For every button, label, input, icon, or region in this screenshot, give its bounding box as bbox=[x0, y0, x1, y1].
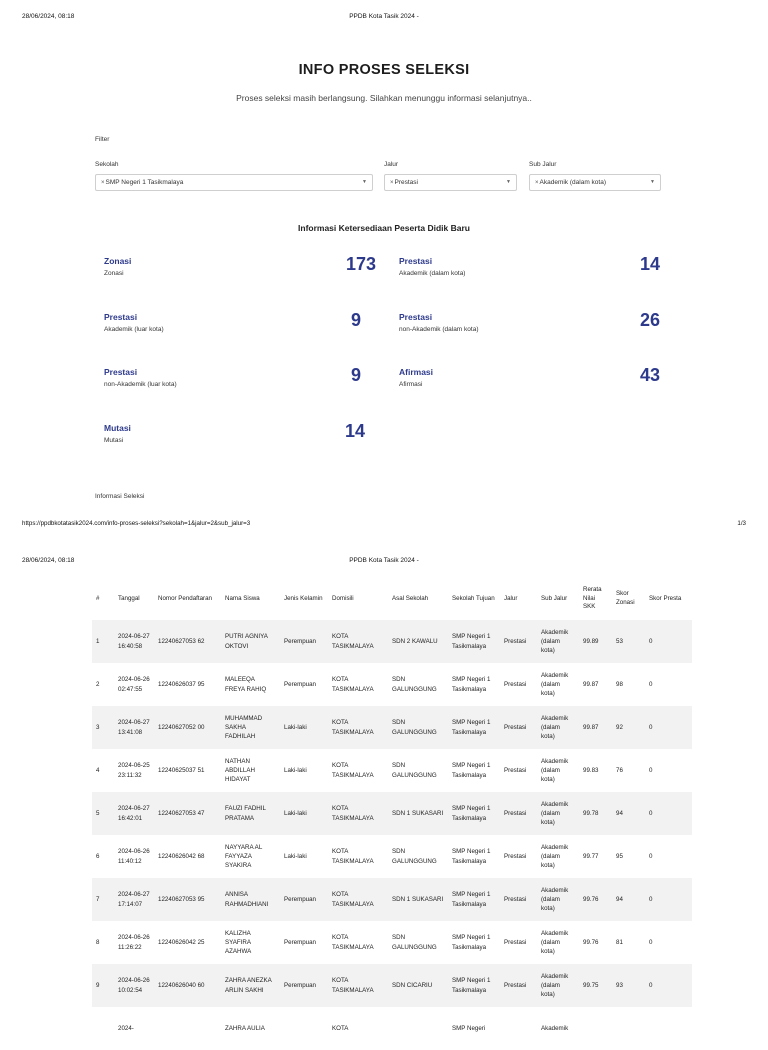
table-cell: Akademik (dalam kota) bbox=[541, 843, 569, 870]
table-cell: Prestasi bbox=[504, 766, 527, 774]
table-cell: Akademik (dalam kota) bbox=[541, 757, 569, 784]
table-cell: 3 bbox=[96, 723, 100, 731]
table-cell: 92 bbox=[616, 723, 623, 731]
print-header bbox=[0, 0, 768, 20]
table-cell: KOTA TASIKMALAYA bbox=[332, 676, 374, 693]
table-cell: Akademik (dalam kota) bbox=[541, 929, 569, 956]
table-row bbox=[92, 835, 692, 878]
print-title: PPDB Kota Tasik 2024 - bbox=[349, 557, 419, 564]
table-cell: SMP Negeri 1 Tasikmalaya bbox=[452, 934, 491, 951]
table-cell: Akademik (dalam kota) bbox=[541, 671, 569, 698]
table-cell: 6 bbox=[96, 852, 100, 860]
table-cell: 94 bbox=[616, 809, 623, 817]
table-cell: Perempuan bbox=[284, 895, 316, 903]
table-cell: 2 bbox=[96, 680, 100, 688]
column-header: Rerata Nilai SKK bbox=[583, 585, 602, 611]
table-cell: 1 bbox=[96, 637, 100, 645]
table-cell: Prestasi bbox=[504, 680, 527, 688]
table-cell: Akademik (dalam kota) bbox=[541, 628, 569, 655]
table-cell: Perempuan bbox=[284, 981, 316, 989]
stat-prestasi-non-akademik-dalam bbox=[399, 312, 660, 352]
jalur-select[interactable] bbox=[384, 174, 517, 191]
stat-count: 14 bbox=[639, 254, 660, 274]
table-cell: 4 bbox=[96, 766, 100, 774]
table-cell: KOTA TASIKMALAYA bbox=[332, 805, 374, 822]
sekolah-label: Sekolah bbox=[95, 161, 119, 168]
column-header: Skor Zonasi bbox=[616, 590, 635, 606]
table-cell: NAYYARA AL FAYYAZA SYAKIRA bbox=[225, 843, 263, 870]
stat-count: 9 bbox=[350, 310, 361, 330]
table-cell: 99.89 bbox=[583, 637, 599, 645]
column-header: Tanggal bbox=[118, 594, 140, 602]
table-cell: Perempuan bbox=[284, 680, 316, 688]
table-cell: 0 bbox=[649, 981, 653, 989]
table-cell: 7 bbox=[96, 895, 100, 903]
table-cell: 98 bbox=[616, 680, 623, 688]
stat-count: 43 bbox=[639, 365, 660, 385]
sub-jalur-label: Sub Jalur bbox=[529, 161, 557, 168]
table-cell: Perempuan bbox=[284, 637, 316, 645]
table-cell: SDN GALUNGGUNG bbox=[392, 719, 437, 736]
table-cell: KOTA TASIKMALAYA bbox=[332, 633, 374, 650]
chevron-down-icon: ▼ bbox=[362, 179, 367, 185]
sub-jalur-select[interactable] bbox=[529, 174, 661, 191]
table-cell: KOTA TASIKMALAYA bbox=[332, 891, 374, 908]
stat-prestasi-non-akademik-luar bbox=[104, 367, 361, 407]
stat-desc: Akademik (luar kota) bbox=[104, 326, 164, 333]
column-header: Skor Presta bbox=[649, 594, 682, 602]
column-header: Domisili bbox=[332, 594, 354, 602]
stat-afirmasi bbox=[399, 367, 660, 407]
print-url: https://ppdbkotatasik2024.com/info-proses-seleksi?sekolah=1&jalur=2&sub_jalur=3 bbox=[22, 520, 251, 527]
stat-name: Mutasi bbox=[104, 423, 131, 433]
clear-icon[interactable]: × bbox=[101, 179, 105, 186]
table-cell: 94 bbox=[616, 895, 623, 903]
print-datetime: 28/06/2024, 08:18 bbox=[22, 557, 75, 564]
table-cell: 8 bbox=[96, 938, 100, 946]
table-cell: 12240627053 47 bbox=[158, 809, 205, 817]
clear-icon[interactable]: × bbox=[390, 179, 394, 186]
table-cell bbox=[579, 1007, 612, 1050]
table-cell bbox=[388, 1007, 448, 1050]
stat-prestasi-akademik-dalam bbox=[399, 256, 660, 296]
table-cell: 99.87 bbox=[583, 680, 599, 688]
table-cell: 76 bbox=[616, 766, 623, 774]
table-cell: Prestasi bbox=[504, 809, 527, 817]
table-cell: 0 bbox=[649, 809, 653, 817]
table-cell: SDN GALUNGGUNG bbox=[392, 848, 437, 865]
column-header: Jalur bbox=[504, 594, 518, 602]
selection-table-container bbox=[92, 578, 682, 1032]
table-cell: 12240626040 60 bbox=[158, 981, 205, 989]
table-cell: 2024-06-26 11:26:22 bbox=[118, 934, 150, 951]
table-cell: FAUZI FADHIL PRATAMA bbox=[225, 805, 266, 822]
table-cell: 12240627052 00 bbox=[158, 723, 205, 731]
table-cell: 99.78 bbox=[583, 809, 599, 817]
table-cell: 99.76 bbox=[583, 895, 599, 903]
stat-name: Zonasi bbox=[104, 256, 132, 266]
table-cell: Akademik bbox=[541, 1024, 569, 1032]
table-cell: 2024-06-26 10:02:54 bbox=[118, 977, 150, 994]
table-cell: SDN GALUNGGUNG bbox=[392, 762, 437, 779]
table-cell: SDN GALUNGGUNG bbox=[392, 676, 437, 693]
stat-zonasi bbox=[104, 256, 376, 296]
table-cell bbox=[154, 1007, 221, 1050]
table-cell: Prestasi bbox=[504, 938, 527, 946]
table-cell: 12240626042 25 bbox=[158, 938, 205, 946]
column-header: Asal Sekolah bbox=[392, 594, 429, 602]
chevron-down-icon: ▼ bbox=[506, 179, 511, 185]
selection-table bbox=[92, 578, 692, 1050]
table-cell: 2024-06-26 02:47:55 bbox=[118, 676, 150, 693]
table-cell: 99.83 bbox=[583, 766, 599, 774]
jalur-label: Jalur bbox=[384, 161, 399, 168]
table-cell: 0 bbox=[649, 637, 653, 645]
table-cell: SDN CICARIU bbox=[392, 981, 433, 989]
table-cell: 81 bbox=[616, 938, 623, 946]
selection-heading: Informasi Seleksi bbox=[95, 493, 145, 500]
column-header: Nama Siswa bbox=[225, 594, 260, 602]
stat-desc: Zonasi bbox=[104, 270, 124, 277]
chevron-down-icon: ▼ bbox=[650, 179, 655, 185]
sekolah-select[interactable] bbox=[95, 174, 373, 191]
table-cell: 12240625037 51 bbox=[158, 766, 205, 774]
table-cell: SMP Negeri 1 Tasikmalaya bbox=[452, 676, 491, 693]
table-cell: 12240627053 62 bbox=[158, 637, 205, 645]
column-header: Sekolah Tujuan bbox=[452, 594, 495, 602]
stat-prestasi-akademik-luar bbox=[104, 312, 361, 352]
table-header-row bbox=[92, 578, 692, 620]
stat-count: 14 bbox=[344, 421, 365, 441]
table-cell: SDN 2 KAWALU bbox=[392, 637, 438, 645]
table-cell: 5 bbox=[96, 809, 100, 817]
table-cell: KOTA TASIKMALAYA bbox=[332, 934, 374, 951]
stat-desc: Mutasi bbox=[104, 437, 124, 444]
table-cell: SMP Negeri 1 Tasikmalaya bbox=[452, 805, 491, 822]
print-title: PPDB Kota Tasik 2024 - bbox=[349, 13, 419, 20]
sekolah-value: SMP Negeri 1 Tasikmalaya bbox=[105, 179, 184, 186]
table-cell: NATHAN ABDILLAH HIDAYAT bbox=[225, 757, 255, 784]
table-cell: 2024-06-25 23:11:32 bbox=[118, 762, 150, 779]
table-cell: 2024-06-27 16:40:58 bbox=[118, 633, 150, 650]
column-header: # bbox=[96, 594, 100, 602]
table-cell: 12240626037 95 bbox=[158, 680, 205, 688]
stat-count: 26 bbox=[639, 310, 660, 330]
table-cell: 12240627053 95 bbox=[158, 895, 205, 903]
table-row bbox=[92, 792, 692, 835]
table-cell: SMP Negeri 1 Tasikmalaya bbox=[452, 719, 491, 736]
table-cell: 95 bbox=[616, 852, 623, 860]
table-cell: 99.75 bbox=[583, 981, 599, 989]
table-cell: SMP Negeri 1 Tasikmalaya bbox=[452, 977, 491, 994]
table-cell: 0 bbox=[649, 895, 653, 903]
table-cell: 93 bbox=[616, 981, 623, 989]
table-cell: 99.76 bbox=[583, 938, 599, 946]
table-cell: ZAHRA AULIA bbox=[225, 1024, 265, 1032]
availability-title: Informasi Ketersediaan Peserta Didik Baru bbox=[298, 223, 470, 233]
stat-desc: non-Akademik (luar kota) bbox=[104, 381, 177, 388]
table-cell: Laki-laki bbox=[284, 809, 307, 817]
table-cell: 9 bbox=[96, 981, 100, 989]
table-cell: SMP Negeri 1 Tasikmalaya bbox=[452, 848, 491, 865]
table-row bbox=[92, 706, 692, 749]
table-cell: SMP Negeri 1 Tasikmalaya bbox=[452, 891, 491, 908]
stat-name: Afirmasi bbox=[399, 367, 434, 377]
table-cell: 2024-06-27 16:42:01 bbox=[118, 805, 150, 822]
column-header: Jenis Kelamin bbox=[284, 594, 323, 602]
table-cell: Akademik (dalam kota) bbox=[541, 886, 569, 913]
table-cell: Akademik (dalam kota) bbox=[541, 714, 569, 741]
table-row bbox=[92, 921, 692, 964]
table-row bbox=[92, 663, 692, 706]
table-row bbox=[92, 964, 692, 1007]
table-cell: 0 bbox=[649, 680, 653, 688]
stat-desc: non-Akademik (dalam kota) bbox=[399, 326, 479, 333]
table-cell: MUHAMMAD SAKHA FADHILAH bbox=[225, 714, 263, 741]
table-cell: SMP Negeri 1 Tasikmalaya bbox=[452, 633, 491, 650]
print-header-page-2 bbox=[0, 544, 768, 564]
stat-name: Prestasi bbox=[399, 256, 433, 266]
stat-mutasi bbox=[104, 423, 365, 463]
table-cell: MALEEQA FREYA RAHIQ bbox=[225, 676, 267, 693]
table-row bbox=[92, 1007, 692, 1050]
table-cell bbox=[645, 1007, 692, 1050]
table-cell: 53 bbox=[616, 637, 623, 645]
table-cell: ZAHRA ANEZKA ARLIN SAKHI bbox=[225, 977, 272, 994]
page-subtitle: Proses seleksi masih berlangsung. Silahkan menunggu informasi selanjutnya.. bbox=[236, 93, 532, 103]
table-cell bbox=[612, 1007, 645, 1050]
print-page-number: 1/3 bbox=[737, 520, 746, 527]
stat-desc: Akademik (dalam kota) bbox=[399, 270, 466, 277]
stat-name: Prestasi bbox=[104, 367, 138, 377]
table-cell: SDN 1 SUKASARI bbox=[392, 895, 444, 903]
table-cell: SMP Negeri 1 Tasikmalaya bbox=[452, 762, 491, 779]
stat-name: Prestasi bbox=[104, 312, 138, 322]
table-cell: Laki-laki bbox=[284, 723, 307, 731]
table-cell: Perempuan bbox=[284, 938, 316, 946]
table-cell: 0 bbox=[649, 723, 653, 731]
table-row bbox=[92, 620, 692, 663]
table-cell: KOTA TASIKMALAYA bbox=[332, 719, 374, 736]
table-cell: Prestasi bbox=[504, 723, 527, 731]
table-cell bbox=[500, 1007, 537, 1050]
table-cell: 0 bbox=[649, 766, 653, 774]
table-cell: SDN 1 SUKASARI bbox=[392, 809, 444, 817]
table-cell: Prestasi bbox=[504, 895, 527, 903]
table-cell: Prestasi bbox=[504, 981, 527, 989]
table-cell: Akademik (dalam kota) bbox=[541, 800, 569, 827]
table-cell: Laki-laki bbox=[284, 766, 307, 774]
table-cell: KOTA TASIKMALAYA bbox=[332, 848, 374, 865]
table-cell: SMP Negeri bbox=[452, 1024, 486, 1032]
table-cell: 0 bbox=[649, 852, 653, 860]
jalur-value: Prestasi bbox=[394, 179, 418, 186]
print-datetime: 28/06/2024, 08:18 bbox=[22, 13, 75, 20]
table-cell: 99.77 bbox=[583, 852, 599, 860]
page-title: INFO PROSES SELEKSI bbox=[298, 62, 470, 78]
table-cell: KOTA bbox=[332, 1024, 349, 1032]
stat-count: 9 bbox=[350, 365, 361, 385]
table-cell: KOTA TASIKMALAYA bbox=[332, 762, 374, 779]
clear-icon[interactable]: × bbox=[535, 179, 539, 186]
table-cell bbox=[92, 1007, 114, 1050]
sub-jalur-value: Akademik (dalam kota) bbox=[539, 179, 606, 186]
column-header: Nomor Pendaftaran bbox=[158, 594, 212, 602]
table-cell: PUTRI AGNIYA OKTOVI bbox=[225, 633, 268, 650]
table-cell: 2024-06-27 13:41:08 bbox=[118, 719, 150, 736]
column-header: Sub Jalur bbox=[541, 594, 568, 602]
filter-heading: Filter bbox=[95, 136, 110, 143]
table-cell: KOTA TASIKMALAYA bbox=[332, 977, 374, 994]
table-cell bbox=[280, 1007, 328, 1050]
table-cell: 2024-06-27 17:14:07 bbox=[118, 891, 150, 908]
table-cell: 0 bbox=[649, 938, 653, 946]
table-body bbox=[92, 620, 692, 1050]
table-cell: 99.87 bbox=[583, 723, 599, 731]
table-cell: Prestasi bbox=[504, 637, 527, 645]
table-cell: KALIZHA SYAFIRA AZAHWA bbox=[225, 929, 252, 956]
table-row bbox=[92, 878, 692, 921]
table-cell: Akademik (dalam kota) bbox=[541, 972, 569, 999]
table-cell: 2024- bbox=[118, 1024, 134, 1032]
table-cell: Laki-laki bbox=[284, 852, 307, 860]
table-cell: Prestasi bbox=[504, 852, 527, 860]
stat-count: 173 bbox=[345, 254, 376, 274]
table-cell: SDN GALUNGGUNG bbox=[392, 934, 437, 951]
table-cell: 12240626042 68 bbox=[158, 852, 205, 860]
table-cell: ANNISA RAHMADHIANI bbox=[225, 891, 269, 908]
stat-desc: Afirmasi bbox=[399, 381, 423, 388]
table-row bbox=[92, 749, 692, 792]
stat-name: Prestasi bbox=[399, 312, 433, 322]
table-cell: 2024-06-26 11:40:12 bbox=[118, 848, 150, 865]
